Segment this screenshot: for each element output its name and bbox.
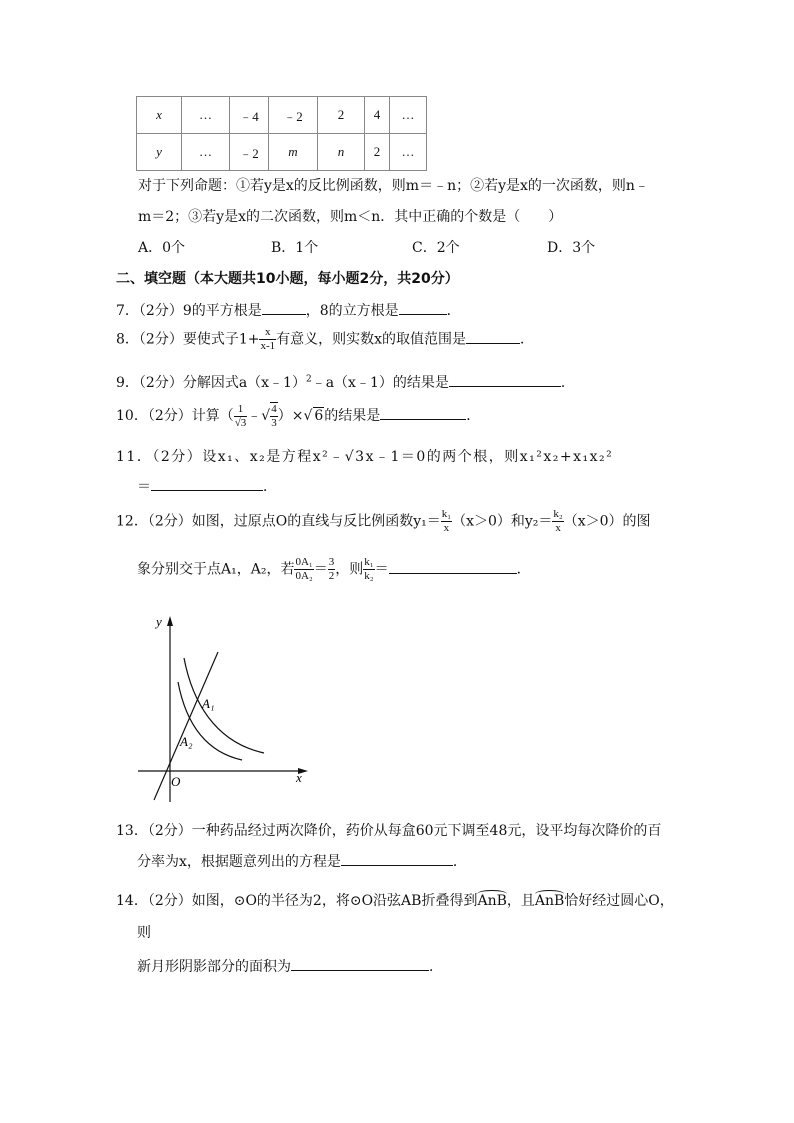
q12-fraction-k2-x (552, 508, 563, 535)
q7-text-mid: ，8的立方根是 (305, 303, 399, 319)
q10-fraction-2 (270, 402, 278, 430)
table-cell: … (390, 134, 427, 171)
line-through-origin (154, 652, 218, 800)
answer-blank[interactable] (291, 957, 429, 971)
frac-denominator: x (555, 522, 561, 534)
q12-fraction-k1-k2 (363, 556, 374, 583)
q12-fraction-oa (294, 556, 313, 583)
q13-end: ． (452, 854, 467, 870)
frac-denominator: k₂ (364, 570, 374, 582)
y-axis-arrow (167, 616, 173, 626)
q10-sqrt-sign: √ (261, 408, 271, 424)
table-cell: x (137, 97, 182, 134)
q11-eq: ＝ (137, 479, 151, 495)
q12-fraction-k1-x (441, 508, 452, 535)
frac-numerator: k₂ (553, 508, 563, 520)
q6-option-b: B．1个 (271, 240, 319, 256)
q14-end: ． (429, 959, 443, 975)
question-14-line1 (116, 890, 674, 910)
q7-text-pre: 7．（2分）9的平方根是 (116, 303, 262, 319)
q10-text-post: ）× (277, 408, 304, 424)
question-11-answer (137, 476, 277, 496)
q12-graph (136, 612, 316, 807)
table-cell: 2 (318, 97, 365, 134)
table-cell: … (182, 97, 230, 134)
table-cell: m (269, 134, 318, 171)
q10-end: ． (466, 408, 481, 424)
frac-denominator: x-1 (260, 340, 276, 352)
frac-numerator: k₁ (441, 508, 452, 520)
q6-option-d: D．3个 (547, 240, 596, 256)
q12-line2-pre: 象分别交于点A₁，A₂，若 (137, 561, 295, 578)
frac-denominator: √3 (234, 416, 247, 429)
q14-mid: ，且 (506, 893, 535, 909)
table-row-x (137, 97, 427, 134)
answer-blank[interactable] (449, 373, 561, 387)
frac-numerator: k₁ (364, 556, 374, 568)
table-cell: ﹣2 (230, 134, 269, 171)
a2-label: A₂ (180, 734, 193, 749)
table-cell: ﹣2 (269, 97, 318, 134)
table-cell: … (390, 97, 427, 134)
question-8 (116, 326, 534, 353)
q9-text-pre: 9．（2分）分解因式a（x﹣1） (116, 375, 306, 391)
frac-numerator: x (259, 326, 276, 340)
q14-line3-pre: 新月形阴影部分的面积为 (137, 959, 291, 975)
q9-end: ． (560, 375, 575, 391)
question-12-line2 (137, 556, 531, 583)
q10-minus: ﹣ (247, 408, 262, 424)
q11-line1: 11．（2分）设x₁、x₂是方程x²﹣√3x﹣1＝0的两个根，则x₁²x₂+x₁x₂² (116, 449, 614, 465)
answer-blank[interactable] (151, 477, 263, 491)
q8-fraction (259, 326, 276, 353)
answer-blank[interactable] (380, 406, 466, 420)
q13-line1: 13．（2分）一种药品经过两次降价，药价从每盒60元下调至48元，设平均每次降价的百 (116, 823, 662, 839)
answer-blank[interactable] (466, 330, 520, 344)
q7-end: ． (446, 303, 461, 319)
q6-option-c: C．2个 (412, 240, 460, 256)
q12-text-mid1: （x＞0）和y₂＝ (452, 513, 553, 530)
table-cell: … (182, 134, 230, 171)
table-cell: 2 (365, 134, 390, 171)
q8-text-pre: 8．（2分）要使式子1+ (116, 331, 260, 348)
curve-y1 (184, 658, 264, 753)
q6-line1: 对于下列命题：①若y是x的反比例函数，则m＝﹣n；②若y是x的一次函数，则n﹣ (138, 178, 649, 194)
q8-end: ． (520, 331, 535, 348)
frac-denominator: x (443, 522, 450, 534)
question-13-line2 (137, 851, 467, 871)
frac-numerator: 4 (271, 403, 277, 415)
question-10: 10．（2分）计算（ $\frac{1}{√3}$ ﹣√ $\frac{4}{3}$ ）×√ 6的结果是 ． (116, 402, 481, 429)
q11-end: ． (263, 479, 277, 495)
q10-sqrt-6: 6 (314, 408, 324, 424)
answer-blank[interactable] (399, 301, 447, 315)
value-table (136, 96, 427, 171)
table-cell: n (318, 134, 365, 171)
q8-text-post: 有意义，则实数x的取值范围是 (276, 331, 467, 348)
question-12-line1 (116, 508, 651, 535)
q12-eq2: ＝ (374, 561, 389, 578)
q10-text-post2: 的结果是 (324, 408, 381, 424)
a1-label: A₁ (202, 696, 215, 711)
q9-text-post: ﹣a（x﹣1）的结果是 (311, 375, 449, 391)
q14-arc-2: AnB (534, 893, 565, 909)
origin-label: O (171, 774, 181, 789)
question-14-line3 (137, 956, 443, 976)
frac-numerator: 3 (328, 556, 335, 568)
table-cell: 4 (365, 97, 390, 134)
q10-text-pre: 10．（2分）计算（ (116, 408, 234, 424)
q10-fraction-1 (234, 403, 248, 430)
q12-eq: ＝ (313, 561, 328, 578)
frac-denominator: 0A₂ (295, 570, 313, 582)
table-cell: y (137, 134, 182, 171)
section-title: 二、填空题（本大题共10小题，每小题2分，共20分） (116, 271, 459, 287)
frac-denominator: 2 (328, 570, 335, 582)
q6-option-a: A．0个 (138, 240, 186, 256)
q13-line2-pre: 分率为x，根据题意列出的方程是 (137, 854, 341, 870)
answer-blank[interactable] (341, 852, 453, 866)
q9-superscript: 2 (305, 374, 312, 385)
y-label: y (156, 614, 162, 629)
q12-end: ． (516, 561, 531, 578)
q14-text-pre: 14．（2分）如图，⊙O的半径为2，将⊙O沿弦AB折叠得到 (116, 893, 478, 909)
frac-numerator: 0A₁ (295, 556, 313, 568)
question-9 (116, 372, 575, 392)
frac-numerator: 1 (234, 403, 248, 417)
answer-blank[interactable] (262, 301, 306, 315)
table-row-y (137, 134, 427, 171)
x-label: x (296, 770, 302, 785)
q14-post: 恰好经过圆心O， (564, 893, 674, 909)
q14-arc-1: AnB (477, 893, 507, 909)
q12-text-mid2: （x＞0）的图 (563, 513, 651, 530)
q12-text-pre: 12．（2分）如图，过原点O的直线与反比例函数y₁＝ (116, 513, 441, 530)
q14-line2: 则 (137, 925, 151, 941)
q6-line2: m＝2；③若y是x的二次函数，则m＜n．其中正确的个数是（ ） (138, 209, 563, 225)
q12-then: ，则 (335, 561, 364, 578)
answer-blank[interactable] (389, 560, 517, 574)
question-7 (116, 300, 461, 320)
frac-denominator: 3 (271, 417, 277, 429)
table-cell: ﹣4 (230, 97, 269, 134)
